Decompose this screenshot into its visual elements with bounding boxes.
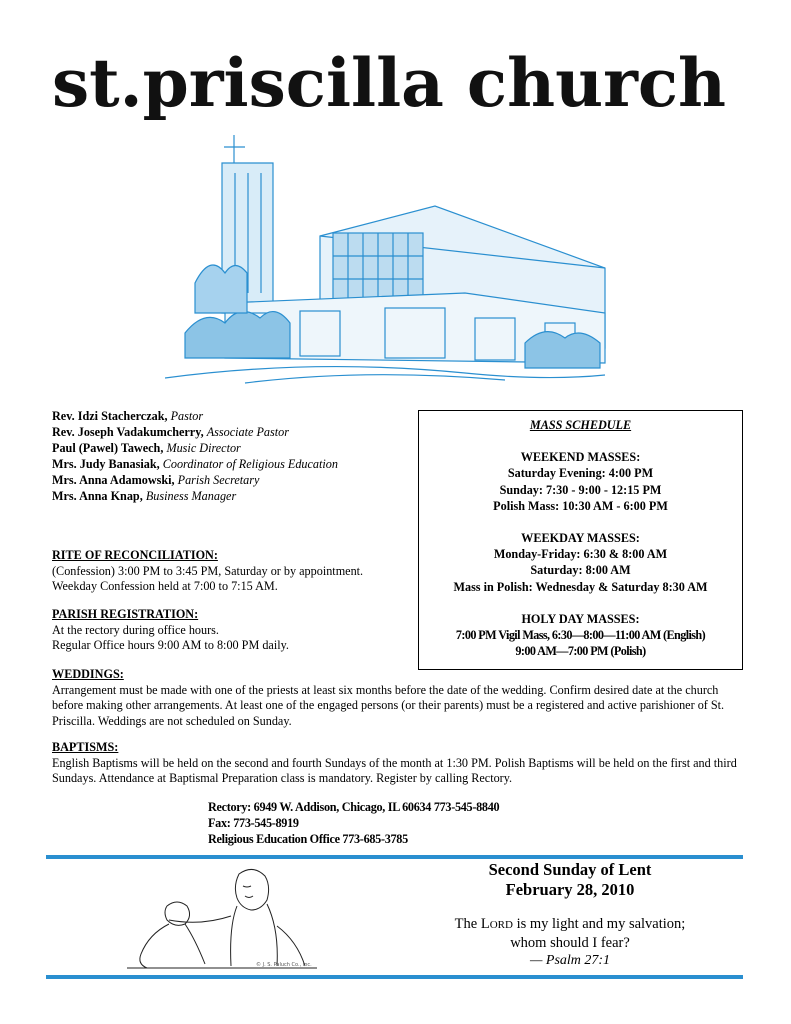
mass-time-line: 9:00 AM—7:00 PM (Polish) — [515, 644, 646, 659]
section-line: (Confession) 3:00 PM to 3:45 PM, Saturday or by appointment. — [52, 563, 364, 578]
clergy-name: Mrs. Judy Banasiak, — [52, 457, 160, 471]
section-text: English Baptisms will be held on the second and fourth Sundays of the month at 1:30 PM. Polish Baptisms will be held on the first and third Sundays. Attendance at Baptismal Preparation class is mandatory. Register by calling Rectory. — [52, 755, 737, 785]
verse-text: The L — [454, 916, 490, 932]
clergy-name: Rev. Idzi Stacherczak, — [52, 409, 168, 423]
clergy-name: Mrs. Anna Knap, — [52, 489, 143, 503]
clergy-role: Business Manager — [145, 489, 237, 503]
clergy-role: Associate Pastor — [206, 425, 289, 439]
fax-number: Fax: 773-545-8919 — [208, 816, 299, 830]
mass-time-line: Saturday: 8:00 AM — [530, 563, 631, 578]
mass-time-line: Mass in Polish: Wednesday & Saturday 8:30 AM — [453, 579, 708, 594]
clergy-list — [52, 408, 402, 504]
mass-time-line: Saturday Evening: 4:00 PM — [507, 466, 654, 481]
clergy-entry — [52, 488, 402, 504]
verse-text: is my light and my salvation; — [512, 916, 686, 932]
mass-schedule-box — [418, 410, 743, 670]
mass-time-line: Monday-Friday: 6:30 & 8:00 AM — [493, 547, 668, 562]
baptisms-section — [52, 740, 747, 787]
mass-time-line: Sunday: 7:30 - 9:00 - 12:15 PM — [499, 482, 662, 497]
clergy-entry — [52, 456, 402, 472]
clergy-entry — [52, 440, 402, 456]
registration-section — [52, 607, 407, 654]
clergy-role: Parish Secretary — [177, 473, 260, 487]
psalm-verse-line2: whom should I fear? — [510, 935, 630, 951]
section-heading: BAPTISMS: — [52, 740, 119, 754]
sunday-title: Second Sunday of Lent — [488, 860, 652, 879]
section-line: Regular Office hours 9:00 AM to 8:00 PM daily. — [52, 638, 289, 652]
jesus-healing-illustration — [127, 866, 317, 971]
psalm-verse — [420, 915, 720, 934]
religious-ed-phone: Religious Education Office 773-685-3785 — [208, 832, 408, 846]
section-text: Arrangement must be made with one of the priests at least six months before the date of the wedding. Confirm desired date at the church before making other arrangements. At least one of the engaged persons (or their parents) must be a registered and active parishioner of St. Priscilla. Weddings are not scheduled on Sunday. — [52, 682, 725, 728]
clergy-role: Coordinator of Religious Education — [162, 457, 338, 471]
verse-smallcaps: ORD — [489, 919, 513, 931]
reconciliation-section — [52, 548, 407, 595]
mass-schedule-heading: MASS SCHEDULE — [529, 418, 632, 432]
psalm-citation: — Psalm 27:1 — [529, 953, 611, 968]
clergy-entry — [52, 424, 402, 440]
clergy-entry — [52, 472, 402, 488]
church-name-title: st.priscilla church — [52, 44, 727, 122]
illustration-credit: © J. S. Paluch Co., Inc. — [256, 962, 312, 968]
church-building-illustration — [165, 133, 610, 393]
weddings-section — [52, 667, 747, 729]
section-line: Weekday Confession held at 7:00 to 7:15 AM. — [52, 579, 278, 593]
clergy-entry — [52, 408, 402, 424]
weekday-masses-title: WEEKDAY MASSES: — [521, 531, 640, 546]
section-heading: WEDDINGS: — [52, 667, 124, 681]
clergy-role: Music Director — [166, 441, 241, 455]
weekend-masses-title: WEEKEND MASSES: — [520, 450, 641, 465]
clergy-name: Paul (Pawel) Tawech, — [52, 441, 164, 455]
contact-info — [208, 799, 499, 847]
clergy-name: Mrs. Anna Adamowski, — [52, 473, 175, 487]
section-line: At the rectory during office hours. — [52, 622, 219, 637]
sunday-date: February 28, 2010 — [505, 880, 635, 899]
rectory-address: Rectory: 6949 W. Addison, Chicago, IL 60634 773-545-8840 — [208, 800, 500, 814]
holy-day-masses-title: HOLY DAY MASSES: — [521, 611, 640, 626]
divider-rule — [46, 975, 743, 979]
section-heading: RITE OF RECONCILIATION: — [52, 548, 218, 562]
mass-time-line: 7:00 PM Vigil Mass, 6:30—8:00—11:00 AM (English) — [455, 628, 706, 643]
section-heading: PARISH REGISTRATION: — [52, 607, 199, 621]
mass-time-line: Polish Mass: 10:30 AM - 6:00 PM — [493, 498, 668, 513]
sunday-block — [420, 860, 720, 969]
divider-rule — [46, 855, 743, 859]
clergy-role: Pastor — [170, 409, 204, 423]
clergy-name: Rev. Joseph Vadakumcherry, — [52, 425, 204, 439]
